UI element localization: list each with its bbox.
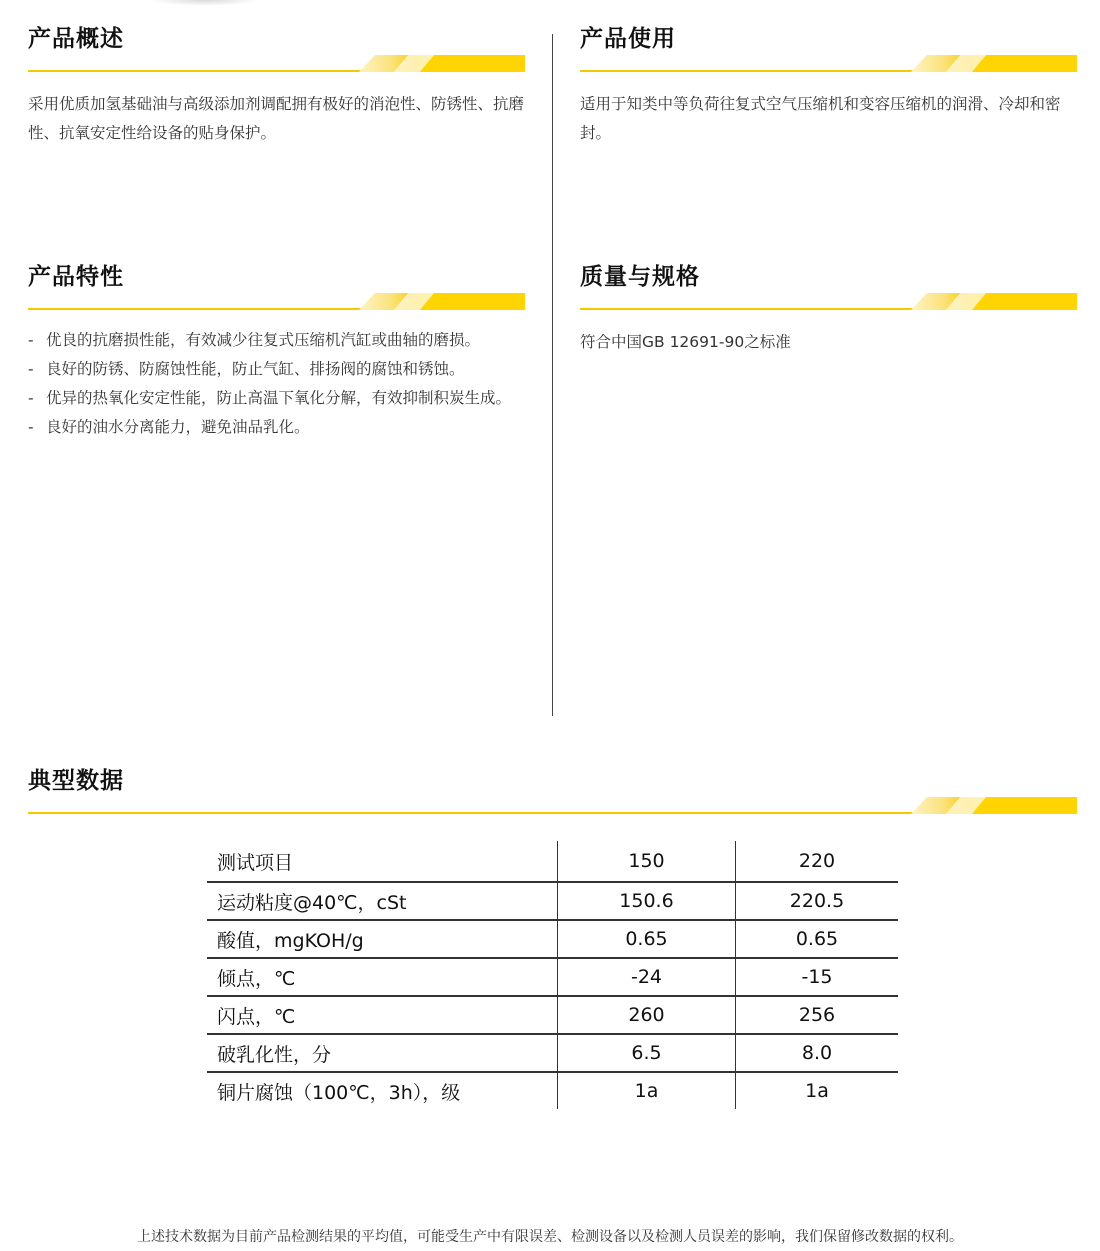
top-shadow-decoration <box>150 0 260 6</box>
table-row <box>207 882 898 920</box>
row-value-150: 150.6 <box>558 882 736 920</box>
feature-item: - 良好的油水分离能力，避免油品乳化。 <box>28 413 525 442</box>
row-label: 倾点，℃ <box>207 958 558 996</box>
title-rule <box>28 290 525 310</box>
row-label: 破乳化性，分 <box>207 1034 558 1072</box>
row-label: 闪点，℃ <box>207 996 558 1034</box>
feature-item: - 优异的热氧化安定性能，防止高温下氧化分解，有效抑制积炭生成。 <box>28 384 525 413</box>
row-value-220: 1a <box>736 1072 899 1109</box>
usage-text: 适用于知类中等负荷往复式空气压缩机和变容压缩机的润滑、冷却和密封。 <box>580 95 1061 142</box>
title-rule <box>28 794 1077 814</box>
table-row <box>207 958 898 996</box>
table-header-row <box>207 841 898 882</box>
footnote-disclaimer: 上述技术数据为目前产品检测结果的平均值，可能受生产中有限误差、检测设备以及检测人员误差的影响，我们保留修改数据的权利。 <box>137 1229 963 1245</box>
table-row <box>207 920 898 958</box>
title-rule <box>580 52 1077 72</box>
header-cell-grade-150: 150 <box>558 841 736 882</box>
row-label: 运动粘度@40℃，cSt <box>207 882 558 920</box>
dash-bullet: - <box>28 331 34 349</box>
section-title-quality: 质量与规格 <box>580 264 700 290</box>
dash-bullet: - <box>28 418 34 436</box>
row-value-150: 0.65 <box>558 920 736 958</box>
row-value-220: 8.0 <box>736 1034 899 1072</box>
dash-bullet: - <box>28 360 34 378</box>
section-title-features: 产品特性 <box>28 264 124 290</box>
header-cell-item: 测试项目 <box>217 851 294 874</box>
row-label: 铜片腐蚀（100℃，3h），级 <box>207 1072 558 1109</box>
row-value-150: -24 <box>558 958 736 996</box>
quality-text: 符合中国GB 12691-90之标准 <box>580 333 791 351</box>
section-quality <box>580 262 1077 357</box>
feature-item: - 良好的防锈、防腐蚀性能，防止气缸、排扬阀的腐蚀和锈蚀。 <box>28 355 525 384</box>
section-title-usage: 产品使用 <box>580 26 676 52</box>
section-features <box>28 262 525 442</box>
table-row <box>207 996 898 1034</box>
section-overview <box>28 24 525 148</box>
table-row <box>207 1034 898 1072</box>
row-value-150: 1a <box>558 1072 736 1109</box>
overview-text: 采用优质加氢基础油与高级添加剂调配拥有极好的消泡性、防锈性、抗磨性、抗氧安定性给设备的贴身保护。 <box>28 95 525 142</box>
row-value-220: 256 <box>736 996 899 1034</box>
feature-list <box>28 326 525 442</box>
table-row <box>207 1072 898 1109</box>
section-typical-data <box>28 766 1077 814</box>
column-divider <box>552 34 553 716</box>
feature-item: - 优良的抗磨损性能，有效减少往复式压缩机汽缸或曲轴的磨损。 <box>28 326 525 355</box>
row-label: 酸值，mgKOH/g <box>207 920 558 958</box>
row-value-220: 0.65 <box>736 920 899 958</box>
typical-data-table <box>207 841 898 1109</box>
row-value-220: -15 <box>736 958 899 996</box>
header-cell-grade-220: 220 <box>736 841 899 882</box>
title-rule <box>28 52 525 72</box>
row-value-150: 6.5 <box>558 1034 736 1072</box>
dash-bullet: - <box>28 389 34 407</box>
section-usage <box>580 24 1077 148</box>
section-title-overview: 产品概述 <box>28 26 124 52</box>
section-title-typical-data: 典型数据 <box>28 768 124 794</box>
title-rule <box>580 290 1077 310</box>
row-value-220: 220.5 <box>736 882 899 920</box>
row-value-150: 260 <box>558 996 736 1034</box>
